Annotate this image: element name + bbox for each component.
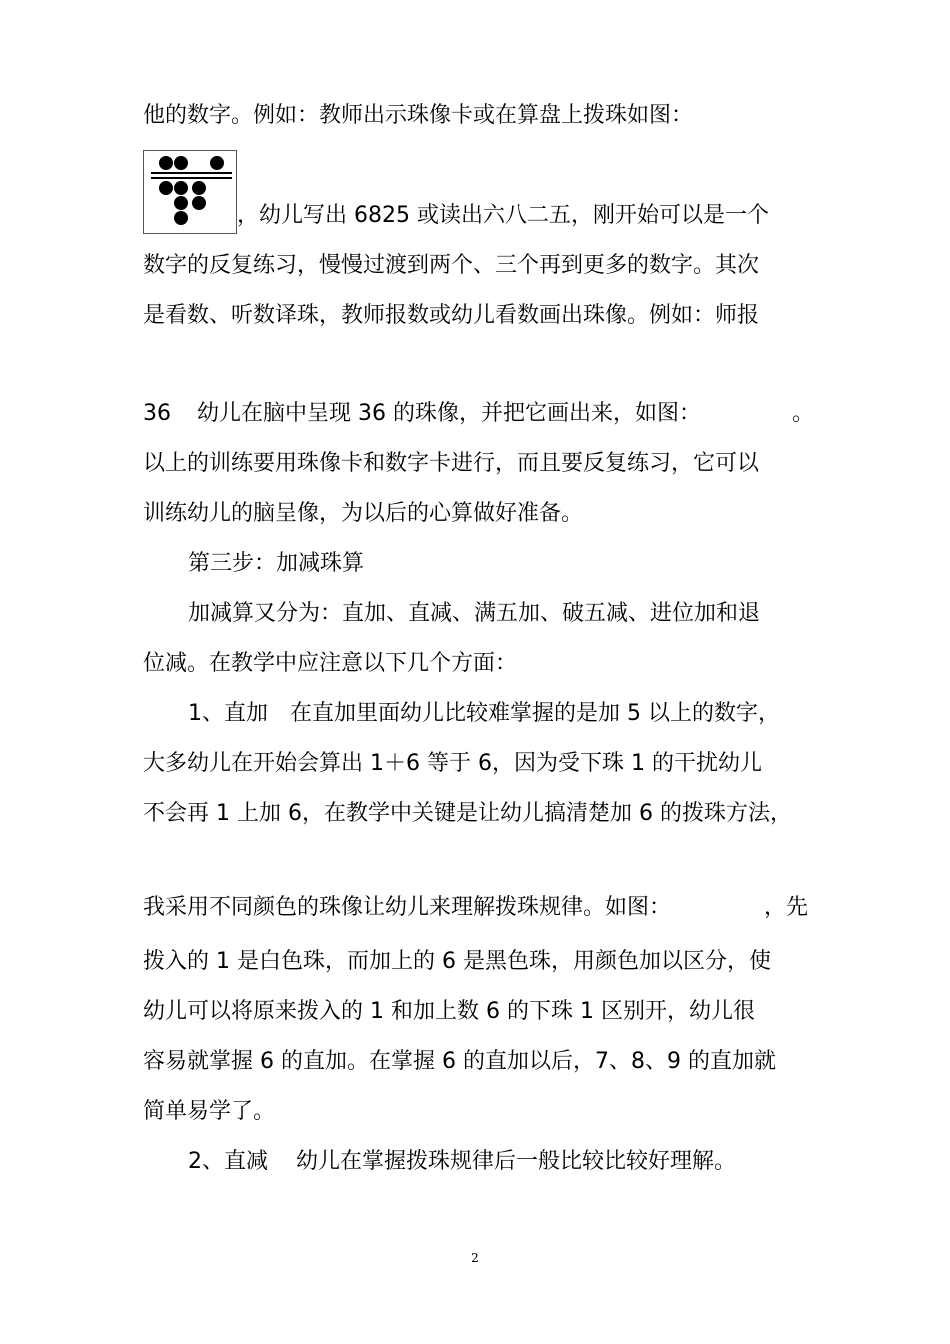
paragraph-line: 简单易学了。 <box>143 1099 276 1124</box>
paragraph-line: 幼儿可以将原来拨入的 1 和加上数 6 的下珠 1 区别开，幼儿很 <box>143 999 755 1024</box>
paragraph-line: 幼儿在掌握拨珠规律后一般比较比较好理解。 <box>296 1149 737 1174</box>
paragraph-line: 在直加里面幼儿比较难掌握的是加 5 以上的数字， <box>290 701 780 726</box>
list-item-label: 2、直减 <box>188 1149 268 1174</box>
paragraph-line: 大多幼儿在开始会算出 1＋6 等于 6，因为受下珠 1 的干扰幼儿 <box>143 751 762 776</box>
paragraph-line: 是看数、听数译珠，教师报数或幼儿看数画出珠像。例如：师报 <box>143 303 760 328</box>
section-heading: 第三步：加减珠算 <box>188 551 365 576</box>
paragraph-line: 我采用不同颜色的珠像让幼儿来理解拨珠规律。如图： <box>143 895 672 920</box>
paragraph-line: 拨入的 1 是白色珠，而加上的 6 是黑色珠，用颜色加以区分，使 <box>143 949 771 974</box>
page-number: 2 <box>471 1251 479 1265</box>
paragraph-line: ，幼儿写出 6825 或读出六八二五，刚开始可以是一个 <box>237 203 769 228</box>
paragraph-line: 幼儿在脑中呈现 36 的珠像，并把它画出来，如图： <box>197 401 701 426</box>
paragraph-line: 位减。在教学中应注意以下几个方面： <box>143 651 518 676</box>
list-item-label: 1、直加 <box>188 701 268 726</box>
abacus-icon <box>144 151 236 233</box>
abacus-bead-figure <box>143 150 237 234</box>
paragraph-line: 数字的反复练习，慢慢过渡到两个、三个再到更多的数字。其次 <box>143 253 760 278</box>
paragraph-line: 以上的训练要用珠像卡和数字卡进行，而且要反复练习，它可以 <box>143 451 760 476</box>
paragraph-line: 不会再 1 上加 6，在教学中关键是让幼儿搞清楚加 6 的拨珠方法， <box>143 801 792 826</box>
paragraph-line: 。 <box>792 401 815 426</box>
paragraph-line: 36 <box>143 401 171 426</box>
paragraph-line: 训练幼儿的脑呈像，为以后的心算做好准备。 <box>143 501 584 526</box>
paragraph-line: ，先 <box>764 895 809 920</box>
paragraph-line: 容易就掌握 6 的直加。在掌握 6 的直加以后，7、8、9 的直加就 <box>143 1049 776 1074</box>
paragraph-line: 加减算又分为：直加、直减、满五加、破五减、进位加和退 <box>188 601 761 626</box>
paragraph-line: 他的数字。例如：教师出示珠像卡或在算盘上拨珠如图： <box>143 103 694 128</box>
